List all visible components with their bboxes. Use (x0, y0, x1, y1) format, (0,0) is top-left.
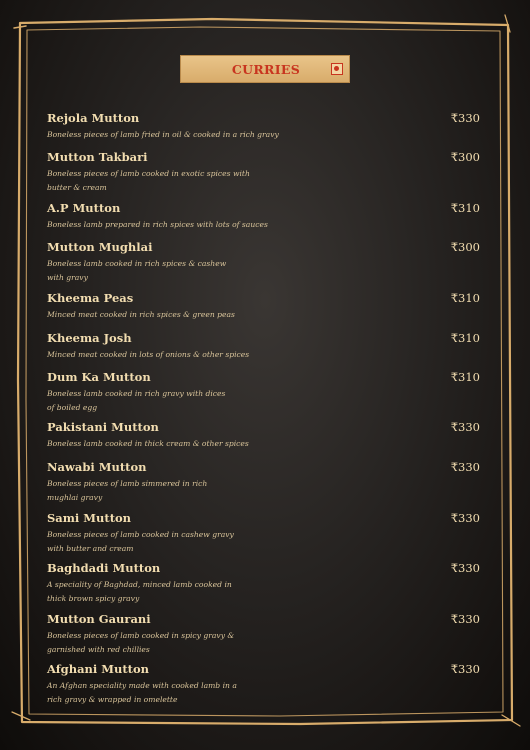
item-name: Sami Mutton (47, 511, 132, 525)
item-description: Boneless lamb cooked in rich spices & cashew with gravy (47, 259, 227, 282)
section-header (180, 55, 350, 83)
item-description: Boneless pieces of lamb fried in oil & cooked in a rich gravy (47, 130, 279, 139)
item-price: ₹330 (450, 420, 480, 434)
item-name: Rejola Mutton (47, 111, 140, 125)
item-description: Boneless lamb cooked in rich gravy with dices of boiled egg (47, 389, 226, 412)
item-description: Boneless lamb prepared in rich spices with lots of sauces (47, 220, 268, 229)
item-description: Boneless pieces of lamb cooked in exotic spices with butter & cream (47, 169, 250, 192)
item-description: An Afghan speciality made with cooked lamb in a rich gravy & wrapped in omelette (47, 681, 237, 704)
section-title: CURRIES (231, 62, 301, 77)
item-price: ₹300 (450, 150, 480, 164)
item-description: Boneless lamb cooked in thick cream & other spices (47, 439, 249, 448)
item-name: Mutton Gaurani (47, 612, 151, 626)
item-price: ₹330 (450, 612, 480, 626)
item-description: Boneless pieces of lamb simmered in rich mughlai gravy (47, 479, 208, 502)
item-name: Nawabi Mutton (47, 460, 147, 474)
item-name: Mutton Mughlai (47, 240, 153, 254)
item-name: Mutton Takbari (47, 150, 148, 164)
item-name: Pakistani Mutton (47, 420, 159, 434)
item-price: ₹330 (450, 111, 480, 125)
item-name: Baghdadi Mutton (47, 561, 161, 575)
veg-nonveg-indicator-icon (331, 63, 343, 75)
item-price: ₹310 (450, 291, 480, 305)
item-price: ₹330 (450, 511, 480, 525)
item-description: Minced meat cooked in rich spices & green peas (47, 310, 235, 319)
item-price: ₹310 (450, 331, 480, 345)
item-price: ₹330 (450, 561, 480, 575)
item-description: Minced meat cooked in lots of onions & other spices (47, 350, 250, 359)
item-price: ₹310 (450, 201, 480, 215)
item-name: Kheema Peas (47, 291, 134, 305)
item-name: Kheema Josh (47, 331, 132, 345)
item-description: A speciality of Baghdad, minced lamb cooked in thick brown spicy gravy (47, 580, 232, 603)
item-name: Dum Ka Mutton (47, 370, 151, 384)
item-name: A.P Mutton (47, 201, 121, 215)
item-description: Boneless pieces of lamb cooked in spicy gravy & garnished with red chillies (47, 631, 235, 654)
item-name: Afghani Mutton (47, 662, 150, 676)
item-price: ₹300 (450, 240, 480, 254)
item-price: ₹310 (450, 370, 480, 384)
item-price: ₹330 (450, 460, 480, 474)
item-price: ₹330 (450, 662, 480, 676)
item-description: Boneless pieces of lamb cooked in cashew gravy with butter and cream (47, 530, 234, 553)
